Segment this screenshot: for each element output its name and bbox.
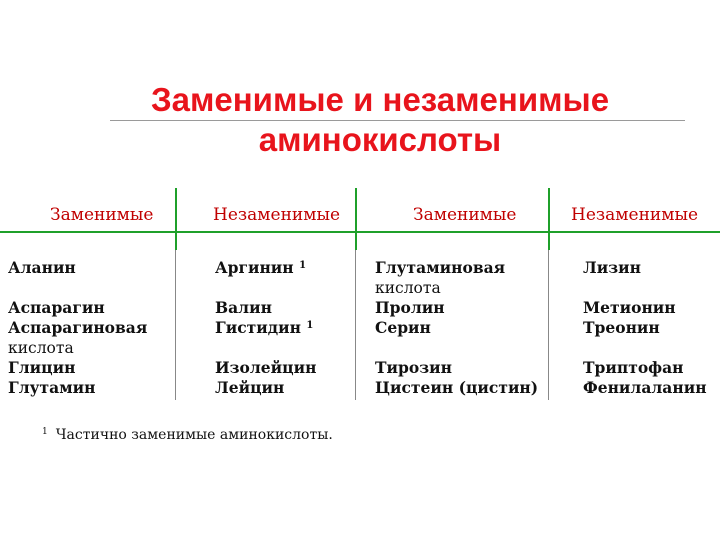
cell-histidine-text: Гистидин bbox=[215, 318, 301, 337]
header-replaceable-2: Заменимые bbox=[413, 205, 517, 225]
cell-alanine: Аланин bbox=[8, 258, 76, 277]
cell-glutamic-1: Глутаминовая bbox=[375, 258, 506, 277]
cell-glutamic-2: кислота bbox=[375, 279, 441, 297]
cell-cysteine: Цистеин (цистин) bbox=[375, 378, 539, 397]
footnote-text: Частично заменимые аминокислоты. bbox=[55, 427, 333, 443]
cell-arginine bbox=[215, 258, 306, 278]
cell-aspartic-1: Аспарагиновая bbox=[8, 318, 148, 337]
footnote bbox=[42, 427, 333, 443]
footnote-mark: 1 bbox=[42, 427, 48, 437]
footnote-ref: 1 bbox=[299, 260, 307, 271]
cell-methionine: Метионин bbox=[583, 298, 676, 317]
title-line-1: Заменимые и незаменимые bbox=[150, 81, 610, 118]
header-essential-2: Незаменимые bbox=[571, 205, 699, 225]
footnote-ref: 1 bbox=[306, 320, 314, 331]
column-rule-2 bbox=[355, 250, 356, 400]
cell-tryptophan: Триптофан bbox=[583, 358, 684, 377]
cell-leucine: Лейцин bbox=[215, 378, 285, 397]
cell-serine: Серин bbox=[375, 318, 431, 337]
header-essential-1: Незаменимые bbox=[213, 205, 341, 225]
cell-histidine bbox=[215, 318, 313, 338]
header-replaceable-1: Заменимые bbox=[50, 205, 154, 225]
title-line-2: аминокислоты bbox=[258, 121, 502, 158]
cell-threonine: Треонин bbox=[583, 318, 660, 337]
cell-asparagine: Аспарагин bbox=[8, 298, 105, 317]
cell-arginine-text: Аргинин bbox=[215, 258, 294, 277]
cell-valine: Валин bbox=[215, 298, 272, 317]
title-underline bbox=[110, 120, 685, 121]
column-divider-3 bbox=[548, 188, 550, 250]
cell-glycine: Глицин bbox=[8, 358, 76, 377]
cell-phenylalanine: Фенилаланин bbox=[583, 378, 707, 397]
cell-proline: Пролин bbox=[375, 298, 445, 317]
cell-lysine: Лизин bbox=[583, 258, 641, 277]
cell-isoleucine: Изолейцин bbox=[215, 358, 317, 377]
column-divider-1 bbox=[175, 188, 177, 250]
cell-glutamine: Глутамин bbox=[8, 378, 96, 397]
column-rule-1 bbox=[175, 250, 176, 400]
column-divider-2 bbox=[355, 188, 357, 250]
cell-aspartic-2: кислота bbox=[8, 339, 74, 357]
cell-tyrosine: Тирозин bbox=[375, 358, 452, 377]
column-rule-3 bbox=[548, 250, 549, 400]
header-divider bbox=[0, 231, 720, 233]
